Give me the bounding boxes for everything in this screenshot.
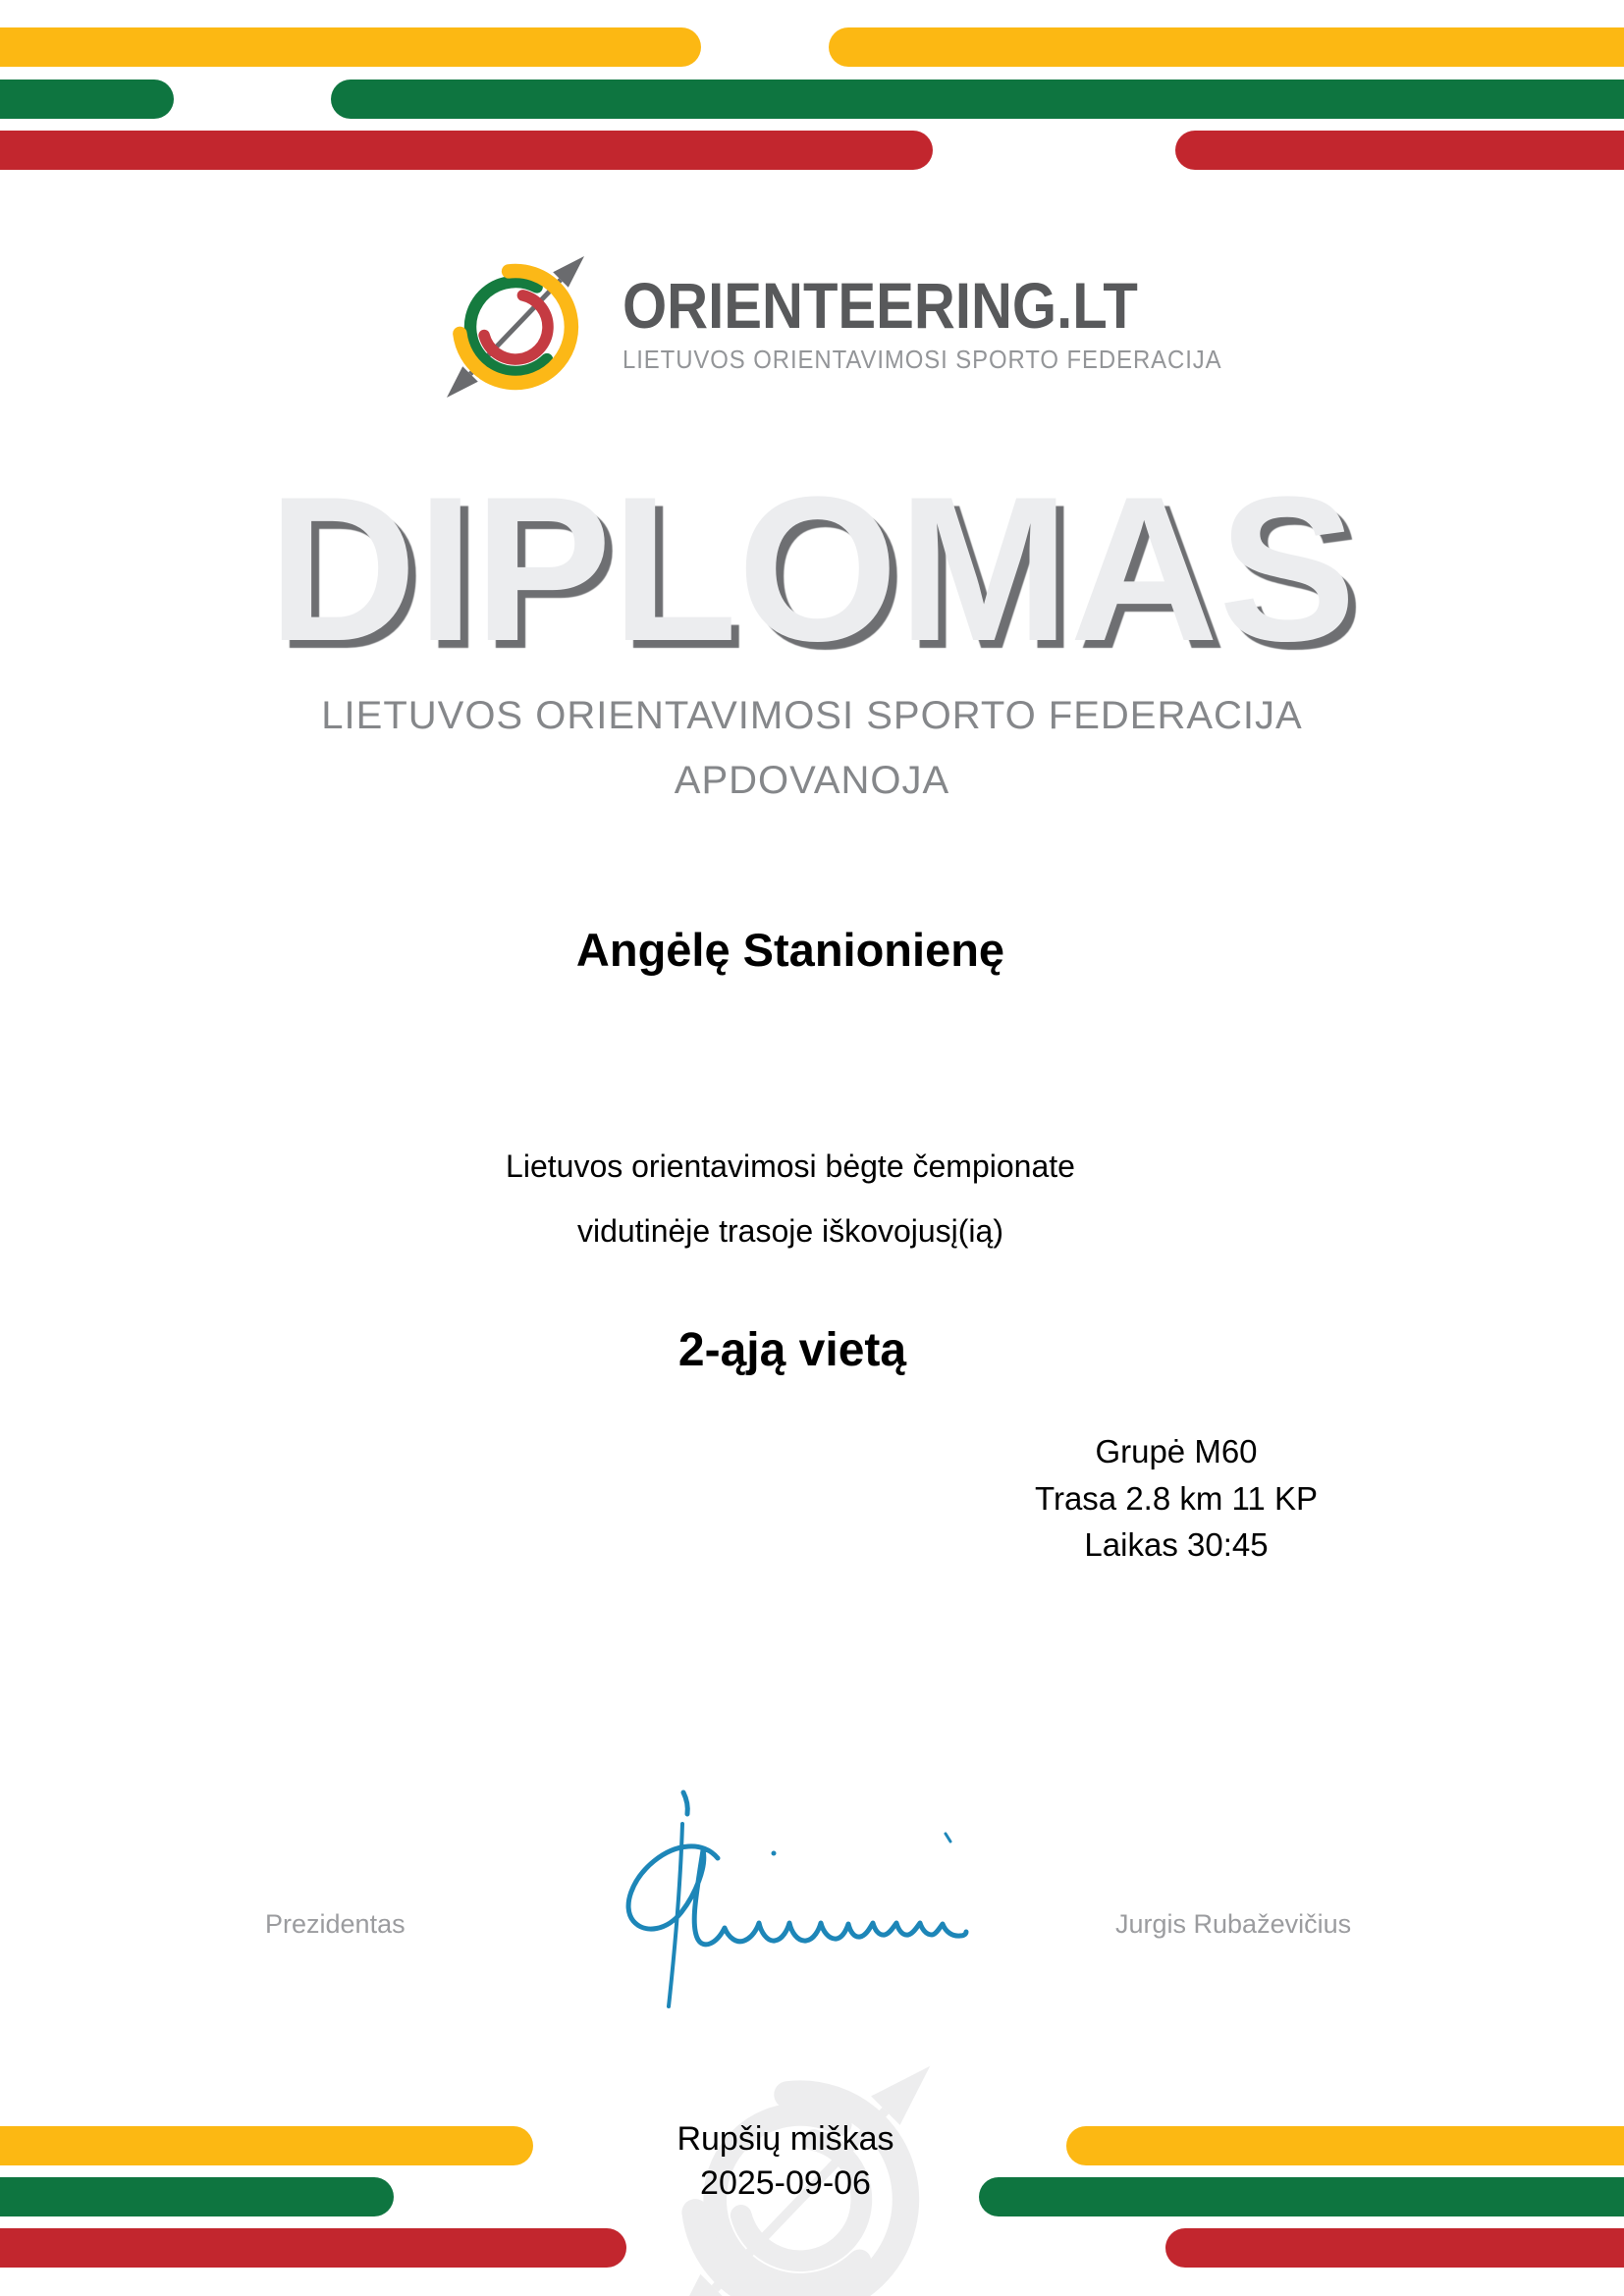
flag-stripe-yellow-top-left xyxy=(0,27,701,67)
logo-wordmark: ORIENTEERING.LT xyxy=(623,269,1138,342)
award-description-line2: vidutinėje trasoje iškovojusį(ią) xyxy=(577,1213,1003,1249)
flag-stripe-red-bottom-left xyxy=(0,2228,626,2268)
results-block xyxy=(1035,1428,1318,1569)
flag-stripe-green-top-left xyxy=(0,80,174,119)
result-group: Grupė M60 xyxy=(1095,1433,1258,1469)
president-signature xyxy=(589,1757,1041,2042)
event-date: 2025-09-06 xyxy=(700,2163,871,2202)
page-title: DIPLOMAS xyxy=(267,454,1357,684)
flag-stripe-red-top-left xyxy=(0,131,933,170)
heading-subtitle-line1: LIETUVOS ORIENTAVIMOSI SPORTO FEDERACIJA xyxy=(321,694,1303,737)
award-description xyxy=(506,1134,1075,1263)
result-time: Laikas 30:45 xyxy=(1084,1526,1269,1563)
recipient-name: Angėlę Stanionienę xyxy=(575,924,1005,976)
event-location: Rupšių miškas xyxy=(677,2120,894,2158)
flag-stripe-green-bottom-right xyxy=(979,2177,1624,2216)
flag-stripe-yellow-top-right xyxy=(829,27,1624,67)
signature-name-label: Jurgis Rubaževičius xyxy=(1115,1909,1352,1939)
logo-subtitle: LIETUVOS ORIENTAVIMOSI SPORTO FEDERACIJA xyxy=(623,345,1222,374)
event-info xyxy=(677,2117,893,2205)
result-course: Trasa 2.8 km 11 KP xyxy=(1035,1479,1318,1517)
flag-stripe-green-bottom-left xyxy=(0,2177,394,2216)
heading-subtitle-line2: APDOVANOJA xyxy=(674,759,950,802)
signature-role-label: Prezidentas xyxy=(265,1909,406,1939)
flag-stripe-red-top-right xyxy=(1175,131,1624,170)
flag-stripe-red-bottom-right xyxy=(1165,2228,1624,2268)
award-description-line1: Lietuvos orientavimosi bėgte čempionate xyxy=(506,1148,1075,1184)
heading-subtitle xyxy=(0,683,1624,813)
flag-stripe-green-top-right xyxy=(331,80,1624,119)
compass-logo-icon xyxy=(427,237,604,413)
award-place: 2-ąją vietą xyxy=(677,1324,907,1376)
flag-stripe-yellow-bottom-left xyxy=(0,2126,533,2165)
flag-stripe-yellow-bottom-right xyxy=(1066,2126,1624,2165)
